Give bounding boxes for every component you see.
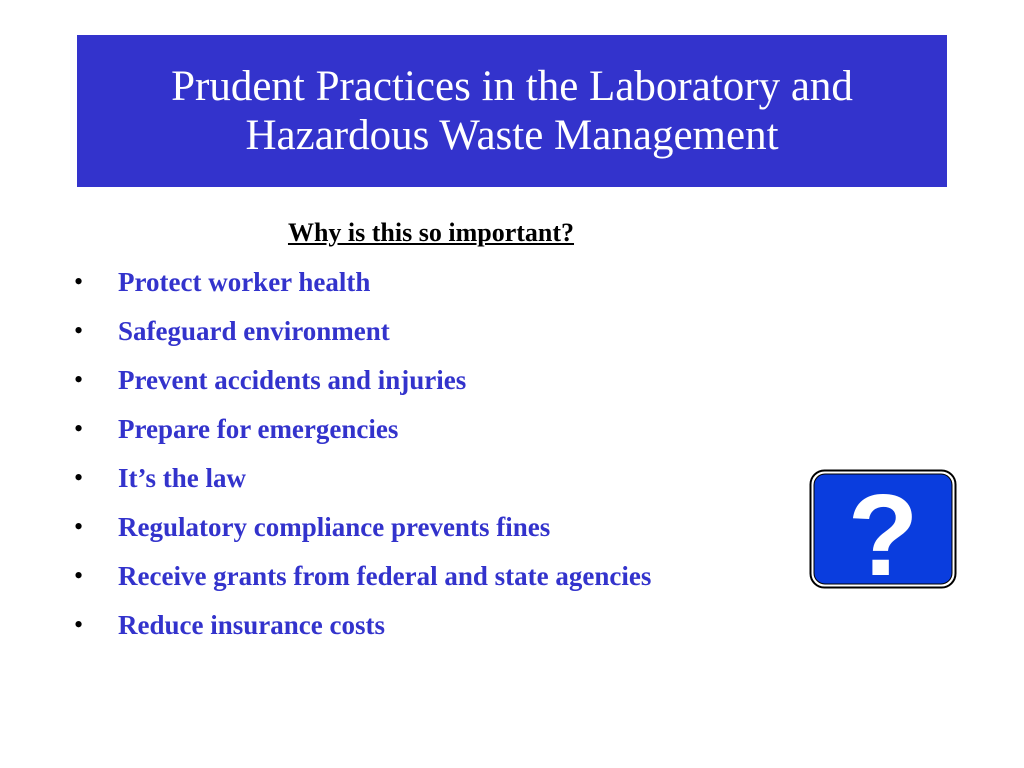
- bullet-dot-icon: •: [74, 365, 84, 394]
- bullet-text: Protect worker health: [118, 267, 371, 297]
- bullet-dot-icon: •: [74, 414, 84, 443]
- bullet-item: [74, 605, 714, 645]
- title-banner: [77, 35, 947, 187]
- question-mark-sign-icon: [809, 469, 957, 589]
- bullet-item: [74, 458, 714, 498]
- bullet-item: [74, 507, 714, 547]
- bullet-text: Reduce insurance costs: [118, 610, 385, 640]
- bullet-text: Safeguard environment: [118, 316, 390, 346]
- title-line-2: Hazardous Waste Management: [245, 112, 779, 159]
- bullet-item: [74, 409, 714, 449]
- bullet-dot-icon: •: [74, 610, 84, 639]
- question-mark-glyph: ?: [847, 470, 919, 589]
- bullet-dot-icon: •: [74, 267, 84, 296]
- bullet-dot-icon: •: [74, 316, 84, 345]
- question-sign-graphic: [809, 469, 957, 589]
- bullet-text: Prepare for emergencies: [118, 414, 399, 444]
- bullet-item: [74, 311, 714, 351]
- bullet-text: Regulatory compliance prevents fines: [118, 512, 551, 542]
- bullet-text: Receive grants from federal and state agencies: [118, 561, 652, 591]
- bullet-item: [74, 262, 714, 302]
- bullet-item: [74, 360, 714, 400]
- bullet-dot-icon: •: [74, 561, 84, 590]
- bullet-text: Prevent accidents and injuries: [118, 365, 467, 395]
- section-heading: Why is this so important?: [287, 218, 575, 247]
- bullet-item: [74, 556, 714, 596]
- bullet-list: [74, 262, 714, 654]
- bullet-dot-icon: •: [74, 463, 84, 492]
- slide-title: [171, 62, 853, 160]
- bullet-text: It’s the law: [118, 463, 246, 493]
- title-line-1: Prudent Practices in the Laboratory and: [171, 63, 853, 110]
- bullet-dot-icon: •: [74, 512, 84, 541]
